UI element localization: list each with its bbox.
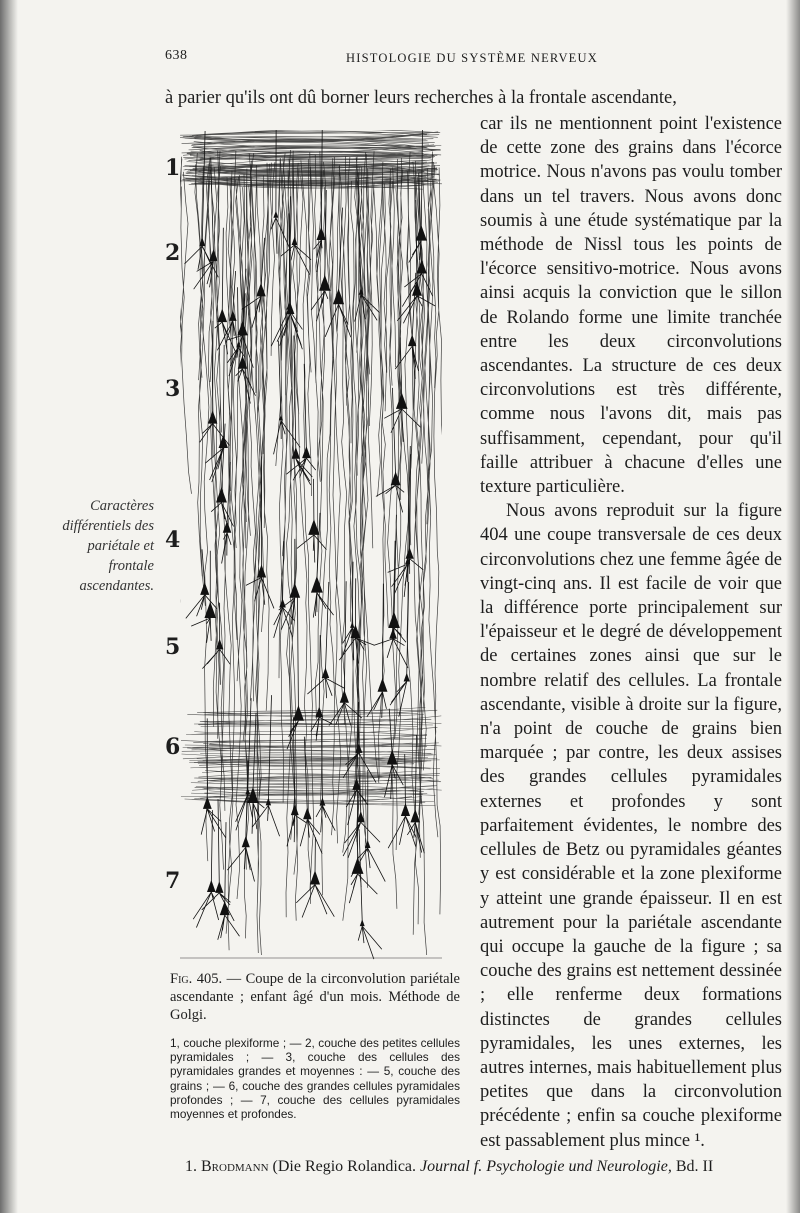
page-number: 638: [165, 48, 188, 63]
footnote-marker: 1.: [185, 1158, 197, 1175]
footnote: [185, 1158, 785, 1176]
radial-fibers: [180, 150, 442, 955]
running-title: HISTOLOGIE DU SYSTÈME NERVEUX: [346, 51, 598, 65]
cell-dendrites: [367, 584, 387, 718]
lead-line: à parier qu'ils ont dû borner leurs recherches à la frontale ascendante,: [165, 88, 677, 108]
margin-note: Caractères différentiels des pariétale et frontale ascendantes.: [62, 498, 154, 594]
paragraph-1: car ils ne mentionnent point l'existence de cette zone des grains dans l'écorce motrice. Nous n'avons pas voulu tomber dans un tel travers. Nous avons donc soumis à une étude systématique par la méthode de Nissl tous les points de l'écorce sensitivo-motrice. Nous avons ainsi acquis la conviction que le sillon de Rolando forme une limite tranchée entre les deux circonvolutions ascendantes. La structure de ces deux circonvolutions est très différente, comme nous l'avons dit, mais pas suffisamment, cependant, pour qu'il faille attribuer à chacune d'elles une texture particulière.: [480, 114, 782, 498]
layer-label-2: 2: [165, 240, 181, 266]
golgi-cortex-figure: [180, 130, 442, 960]
body-text: [480, 112, 782, 1153]
footnote-text-after: Bd. II: [675, 1158, 714, 1175]
paragraph-2: Nous avons reproduit sur la figure 404 une coupe transversale de ces deux circonvolutions chez une femme âgée de vingt-cinq ans. Il est facile de voir que la différence porte principalement sur l'épaisseur et le degré de développement de certaines zones ainsi que sur le nombre relatif des cellules. La frontale ascendante, visible à droite sur la figure, n'a point de couche de grains bien marquée ; par contre, les deux assises des grandes cellules pyramidales externes et profondes y sont parfaitement évidentes, le nombre des cellules de Betz ou pyramidales géantes y est considérable et la zone plexiforme y atteint une grande épaisseur. Il en est autrement pour la pariétale ascendante qui occupe la gauche de la figure ; sa couche des grains est nettement dessinée ; elle renferme deux formations distinctes de grandes cellules pyramidales, les unes externes, les autres internes, mais habituellement plus petites que dans la circonvolution précédente ; enfin sa couche plexiforme est passablement plus mince ¹.: [480, 501, 782, 1151]
layer-label-5: 5: [165, 634, 181, 660]
cell-dendrites: [358, 829, 382, 959]
cortex-drawing: [180, 130, 442, 960]
layer-label-1: 1: [165, 155, 181, 181]
cell-dendrites: [316, 719, 335, 832]
scan-shadow-left: [0, 0, 18, 1213]
layer-label-3: 3: [165, 376, 181, 402]
figure-caption-label: Fig. 405.: [170, 971, 223, 987]
figure-legend: 1, couche plexiforme ; — 2, couche des petites cellules pyramidales ; — 3, couche des cellules des pyramidales grandes et moyennes : — 5, couche des grains ; — 6, couche des grandes cellules pyramidales profondes ; — 7, couche des cellules pyramidales moyennes et profondes.: [170, 1036, 460, 1122]
scan-shadow-right: [786, 0, 800, 1213]
footnote-text-before: (Die Regio Rolandica.: [272, 1158, 417, 1175]
cell-dendrites: [307, 582, 344, 698]
deep-tangential-fibers: [181, 707, 442, 805]
cell-dendrites: [218, 822, 240, 940]
cell-dendrites: [374, 541, 408, 668]
figure-caption: [170, 970, 460, 1024]
footnote-journal: Journal f. Psychologie und Neurologie,: [420, 1158, 672, 1175]
layer-label-7: 7: [165, 868, 181, 894]
layer-label-6: 6: [165, 734, 181, 760]
figure-caption-text: — Coupe de la circonvolution pariétale ascendante ; enfant âgé d'un mois. Méthode de Golgi.: [170, 971, 460, 1023]
layer-label-4: 4: [165, 527, 181, 553]
footnote-author: Brodmann: [201, 1158, 269, 1175]
